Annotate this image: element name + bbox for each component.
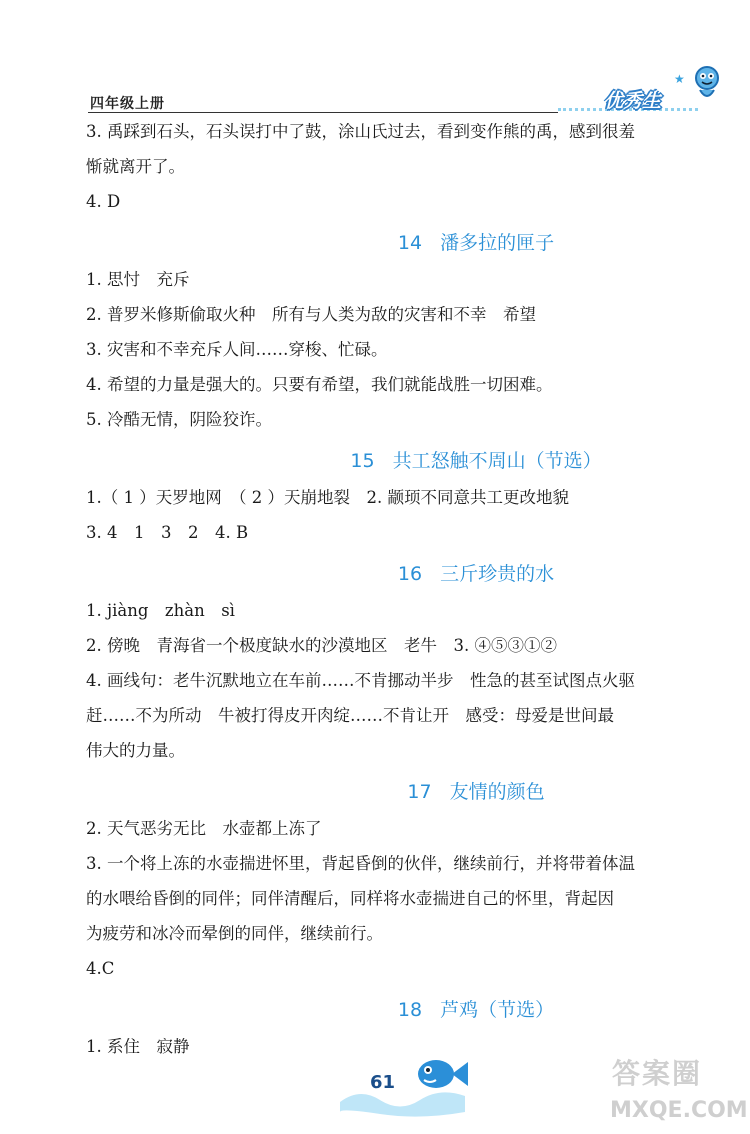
mascot-icon: [692, 64, 722, 104]
lesson-title-15: [86, 442, 716, 480]
answer-line: 3. 禹踩到石头，石头误打中了鼓，涂山氏过去，看到变作熊的禹，感到很羞: [86, 122, 635, 141]
answer-line: 2. 傍晚 青海省一个极度缺水的沙漠地区 老牛 3. ④⑤③①②: [86, 636, 557, 655]
lesson-number: 14: [397, 232, 423, 254]
answer-line: 惭就离开了。: [86, 157, 185, 176]
lesson-title-14: [86, 224, 716, 262]
answer-line: 4.C: [86, 959, 115, 978]
lesson-number: 15: [350, 450, 375, 472]
page-number: 61: [370, 1072, 396, 1093]
answer-line: 3. 一个将上冻的水壶揣进怀里，背起昏倒的伙伴，继续前行，并将带着体温: [86, 854, 635, 873]
answer-line: 1.（ 1 ）天罗地网 （ 2 ）天崩地裂 2. 颛顼不同意共工更改地貌: [86, 488, 569, 507]
answer-line: 3. 4 1 3 2 4. B: [86, 523, 249, 542]
watermark-url: MXQE.COM: [610, 1098, 748, 1123]
answer-line: 4. 画线句：老牛沉默地立在车前……不肯挪动半步 性急的甚至试图点火驱: [86, 671, 635, 690]
answer-line: 2. 普罗米修斯偷取火种 所有与人类为敌的灾害和不幸 希望: [86, 305, 536, 324]
watermark: 答案圈: [612, 1057, 703, 1090]
lesson-name: 芦鸡（节选）: [440, 999, 555, 1021]
lesson-number: 16: [397, 563, 423, 585]
lesson-number: 18: [397, 999, 423, 1021]
answer-line: 伟大的力量。: [86, 741, 185, 760]
answer-line: 为疲劳和冰冷而晕倒的同伴，继续前行。: [86, 924, 383, 943]
answer-line: 3. 灾害和不幸充斥人间……穿梭、忙碌。: [86, 340, 388, 359]
mascot-fish-icon: [410, 1052, 470, 1098]
lesson-title-18: [86, 991, 716, 1029]
brand-logo: 优秀生: [604, 90, 662, 112]
page-header: [88, 60, 720, 120]
answer-line: 赶……不为所动 牛被打得皮开肉绽……不肯让开 感受：母爱是世间最: [86, 706, 614, 725]
page-footer: [340, 1052, 748, 1134]
answer-line: 1. jiàng zhàn sì: [86, 601, 235, 620]
star-icon: ★: [674, 72, 685, 86]
answer-line: 5. 冷酷无情，阴险狡诈。: [86, 410, 272, 429]
lesson-title-16: [86, 555, 716, 593]
lesson-title-17: [86, 773, 716, 811]
answer-line: 1. 系住 寂静: [86, 1037, 190, 1056]
lesson-number: 17: [407, 781, 432, 803]
lesson-name: 友情的颜色: [449, 781, 545, 803]
grade-label: 四年级上册: [90, 96, 165, 112]
answer-line: 4. 希望的力量是强大的。只要有希望，我们就能战胜一切困难。: [86, 375, 553, 394]
lesson-name: 三斤珍贵的水: [440, 563, 555, 585]
answer-line: 1. 思忖 充斥: [86, 270, 190, 289]
answer-line: 2. 天气恶劣无比 水壶都上冻了: [86, 819, 322, 838]
lesson-name: 共工怒触不周山（节选）: [392, 450, 602, 472]
answer-content: [86, 112, 716, 1064]
answer-line: 4. D: [86, 192, 121, 211]
answer-line: 的水喂给昏倒的同伴；同伴清醒后，同样将水壶揣进自己的怀里，背起因: [86, 889, 614, 908]
lesson-name: 潘多拉的匣子: [440, 232, 555, 254]
